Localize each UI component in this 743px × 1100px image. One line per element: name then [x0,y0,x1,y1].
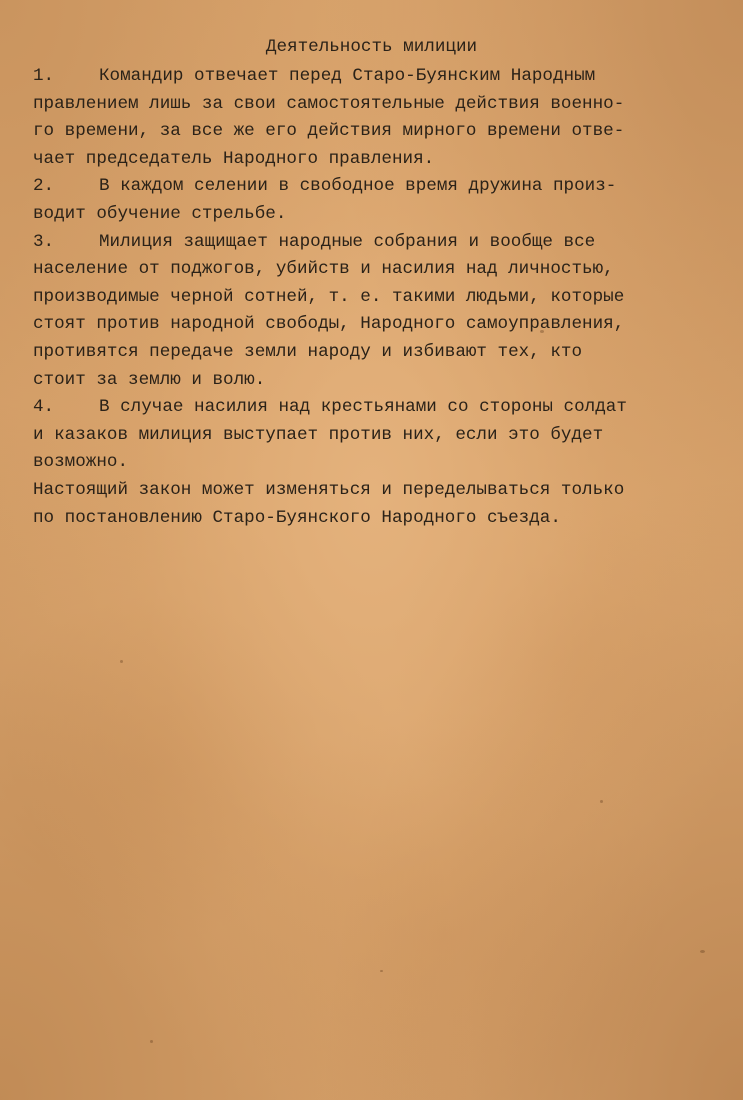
list-item [33,394,723,477]
item-text: Командир отвечает перед Старо-Буянским Народным [99,66,596,86]
list-item-line: стоят против народной свободы, Народного самоуправления, [33,314,625,335]
paper-speck [700,950,705,953]
item-number: 3. [33,231,55,252]
paper-speck [600,800,603,803]
item-number: 4. [33,397,55,418]
list-item-line [33,229,723,257]
list-item-line: возможно. [33,452,129,473]
list-item-line: го времени, за все же его действия мирного времени отве- [33,121,625,142]
paper-speck [150,1040,153,1043]
list-item-line: производимые черной сотней, т. е. такими людьми, которые [33,286,625,307]
list-item-line [33,173,723,201]
item-number: 1. [33,66,55,86]
document-title: Деятельность милиции [265,37,478,57]
list-item-line: и казаков милиция выступает против них, если это будет [33,424,604,445]
document-body [33,63,723,532]
closing-paragraph [33,477,723,532]
list-item-line [33,63,723,91]
closing-line: по постановлению Старо-Буянского Народного съезда. [33,507,561,528]
list-item-line: правлением лишь за свои самостоятельные действия военно- [33,93,625,114]
closing-line: Настоящий закон может изменяться и переделываться только [33,479,625,500]
list-item-line: противятся передаче земли народу и избивают тех, кто [33,341,583,362]
list-item-line [33,394,723,422]
item-number: 2. [33,176,55,197]
list-item [33,229,723,395]
paper-speck [380,970,383,972]
paper-speck [540,330,544,333]
list-item [33,173,723,228]
item-text: Милиция защищает народные собрания и вообще все [99,231,596,252]
list-item-line: чает председатель Народного правления. [33,148,435,169]
list-item [33,63,723,173]
list-item-line: стоит за землю и волю. [33,369,266,390]
paper-speck [120,660,123,663]
list-item-line: водит обучение стрельбе. [33,203,287,224]
list-item-line: население от поджогов, убийств и насилия над личностью, [33,259,614,280]
item-text: В каждом селении в свободное время дружина произ- [99,176,617,197]
item-text: В случае насилия над крестьянами со стороны солдат [99,397,627,418]
